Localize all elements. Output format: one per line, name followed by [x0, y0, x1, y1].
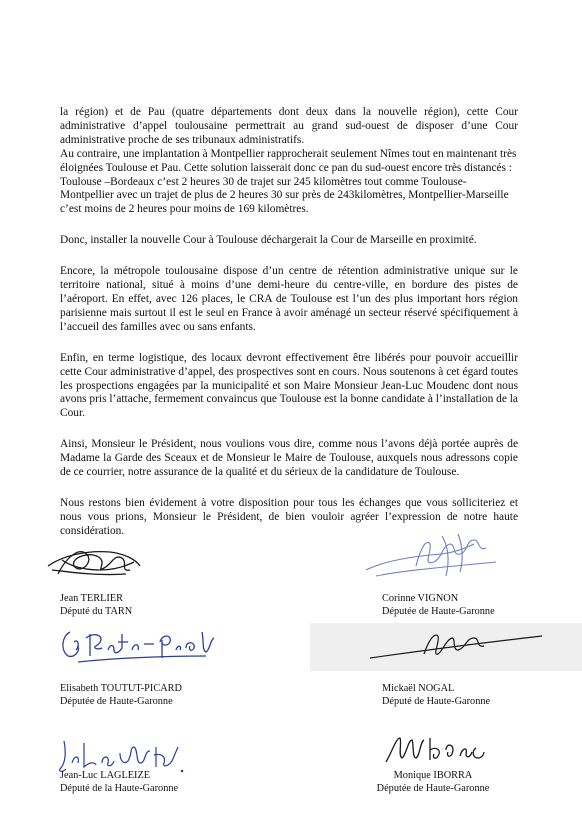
- signatory-name: Mickaël NOGAL: [382, 683, 455, 694]
- paragraph-5: Enfin, en terme logistique, des locaux devront effectivement être libérés pour pouvoir accueillir cette Cour administrative d’appel, des prospectives sont en cours. Nous soutenons à cet égard toutes les prospections engagées par la municipalité et son Maire Monsieur Jean-Luc Moudenc dont nous avons pris l’attache, fermement convaincus que Toulouse est la bonne candidate à l’installation de la Cour.: [60, 351, 518, 420]
- signatory-nogal: [382, 683, 490, 708]
- signature-nogal: [362, 624, 552, 668]
- signature-toutut-picard: [56, 620, 226, 668]
- signatory-toutut-picard: [60, 683, 182, 708]
- signature-terlier: [40, 536, 150, 584]
- signatory-lagleize: [60, 770, 178, 795]
- signatory-title: Députée de Haute-Garonne: [382, 605, 495, 617]
- signatory-name: Jean-Luc LAGLEIZE: [60, 770, 151, 781]
- signatory-name: Corinne VIGNON: [382, 593, 459, 604]
- paragraph-2: Au contraire, une implantation à Montpellier rapprocherait seulement Nîmes tout en maintenant très éloignées Toulouse et Pau. Cette solution laisserait donc ce pan du sud-ouest encore très distancés : Toulouse –Bordeaux c’est 2 heures 30 de trajet sur 245 kilomètres tout comme Toulouse-Montpellier avec un trajet de plus de 2 heures 30 sur près de 243kilomètres, Montpellier-Marseille c’est moins de 2 heures pour moins de 169 kilomètres.: [60, 147, 517, 216]
- signatory-title: Député de la Haute-Garonne: [60, 782, 179, 794]
- paragraph-7: Nous restons bien évidement à votre disposition pour tous les échanges que vous solliciteriez et nous vous prions, Monsieur le Président, de bien vouloir agréer l’expression de notre haute considération.: [60, 496, 518, 537]
- paragraph-1: la région) et de Pau (quatre départements dont deux dans la nouvelle région), cette Cour administrative d’appel toulousaine permettrait au grand sud-ouest de disposer d’une Cour administrative proche de ses tribunaux administratifs.: [60, 106, 518, 146]
- signatory-vignon: [382, 593, 495, 618]
- signatory-title: Député du TARN: [60, 605, 133, 617]
- paragraph-4: Encore, la métropole toulousaine dispose d’un centre de rétention administrative unique sur le territoire national, situé à moins d’une demi-heure du centre-ville, en bordure des pistes de l’aéroport. En effet, avec 126 places, le CRA de Toulouse est l’un des plus important hors région parisienne mais surtout il est le seul en France à avoir aménagé un secteur réservé spécifiquement à l’accueil des familles avec ou sans enfants.: [60, 265, 518, 333]
- signatory-name: Monique IBORRA: [393, 770, 473, 781]
- signatory-title: Député de Haute-Garonne: [382, 695, 491, 707]
- signatory-name: Elisabeth TOUTUT-PICARD: [60, 683, 182, 694]
- letter-body: [60, 106, 518, 556]
- signatory-terlier: [60, 593, 132, 618]
- paragraph-6: Ainsi, Monsieur le Président, nous voulions vous dire, comme nous l’avons déjà portée auprès de Madame la Garde des Sceaux et de Monsieur le Maire de Toulouse, auxquels nous adressons copie de ce courrier, notre assurance de la qualité et du sérieux de la candidature de Toulouse.: [60, 438, 518, 479]
- signature-iborra: [380, 728, 490, 772]
- signatory-name: Jean TERLIER: [60, 593, 124, 604]
- signature-vignon: [346, 526, 526, 584]
- signatory-title: Députée de Haute-Garonne: [376, 782, 490, 794]
- signatory-title: Députée de Haute-Garonne: [60, 695, 173, 707]
- signatory-iborra: [370, 770, 496, 795]
- paragraph-3: Donc, installer la nouvelle Cour à Toulouse déchargerait la Cour de Marseille en proximité.: [60, 234, 477, 247]
